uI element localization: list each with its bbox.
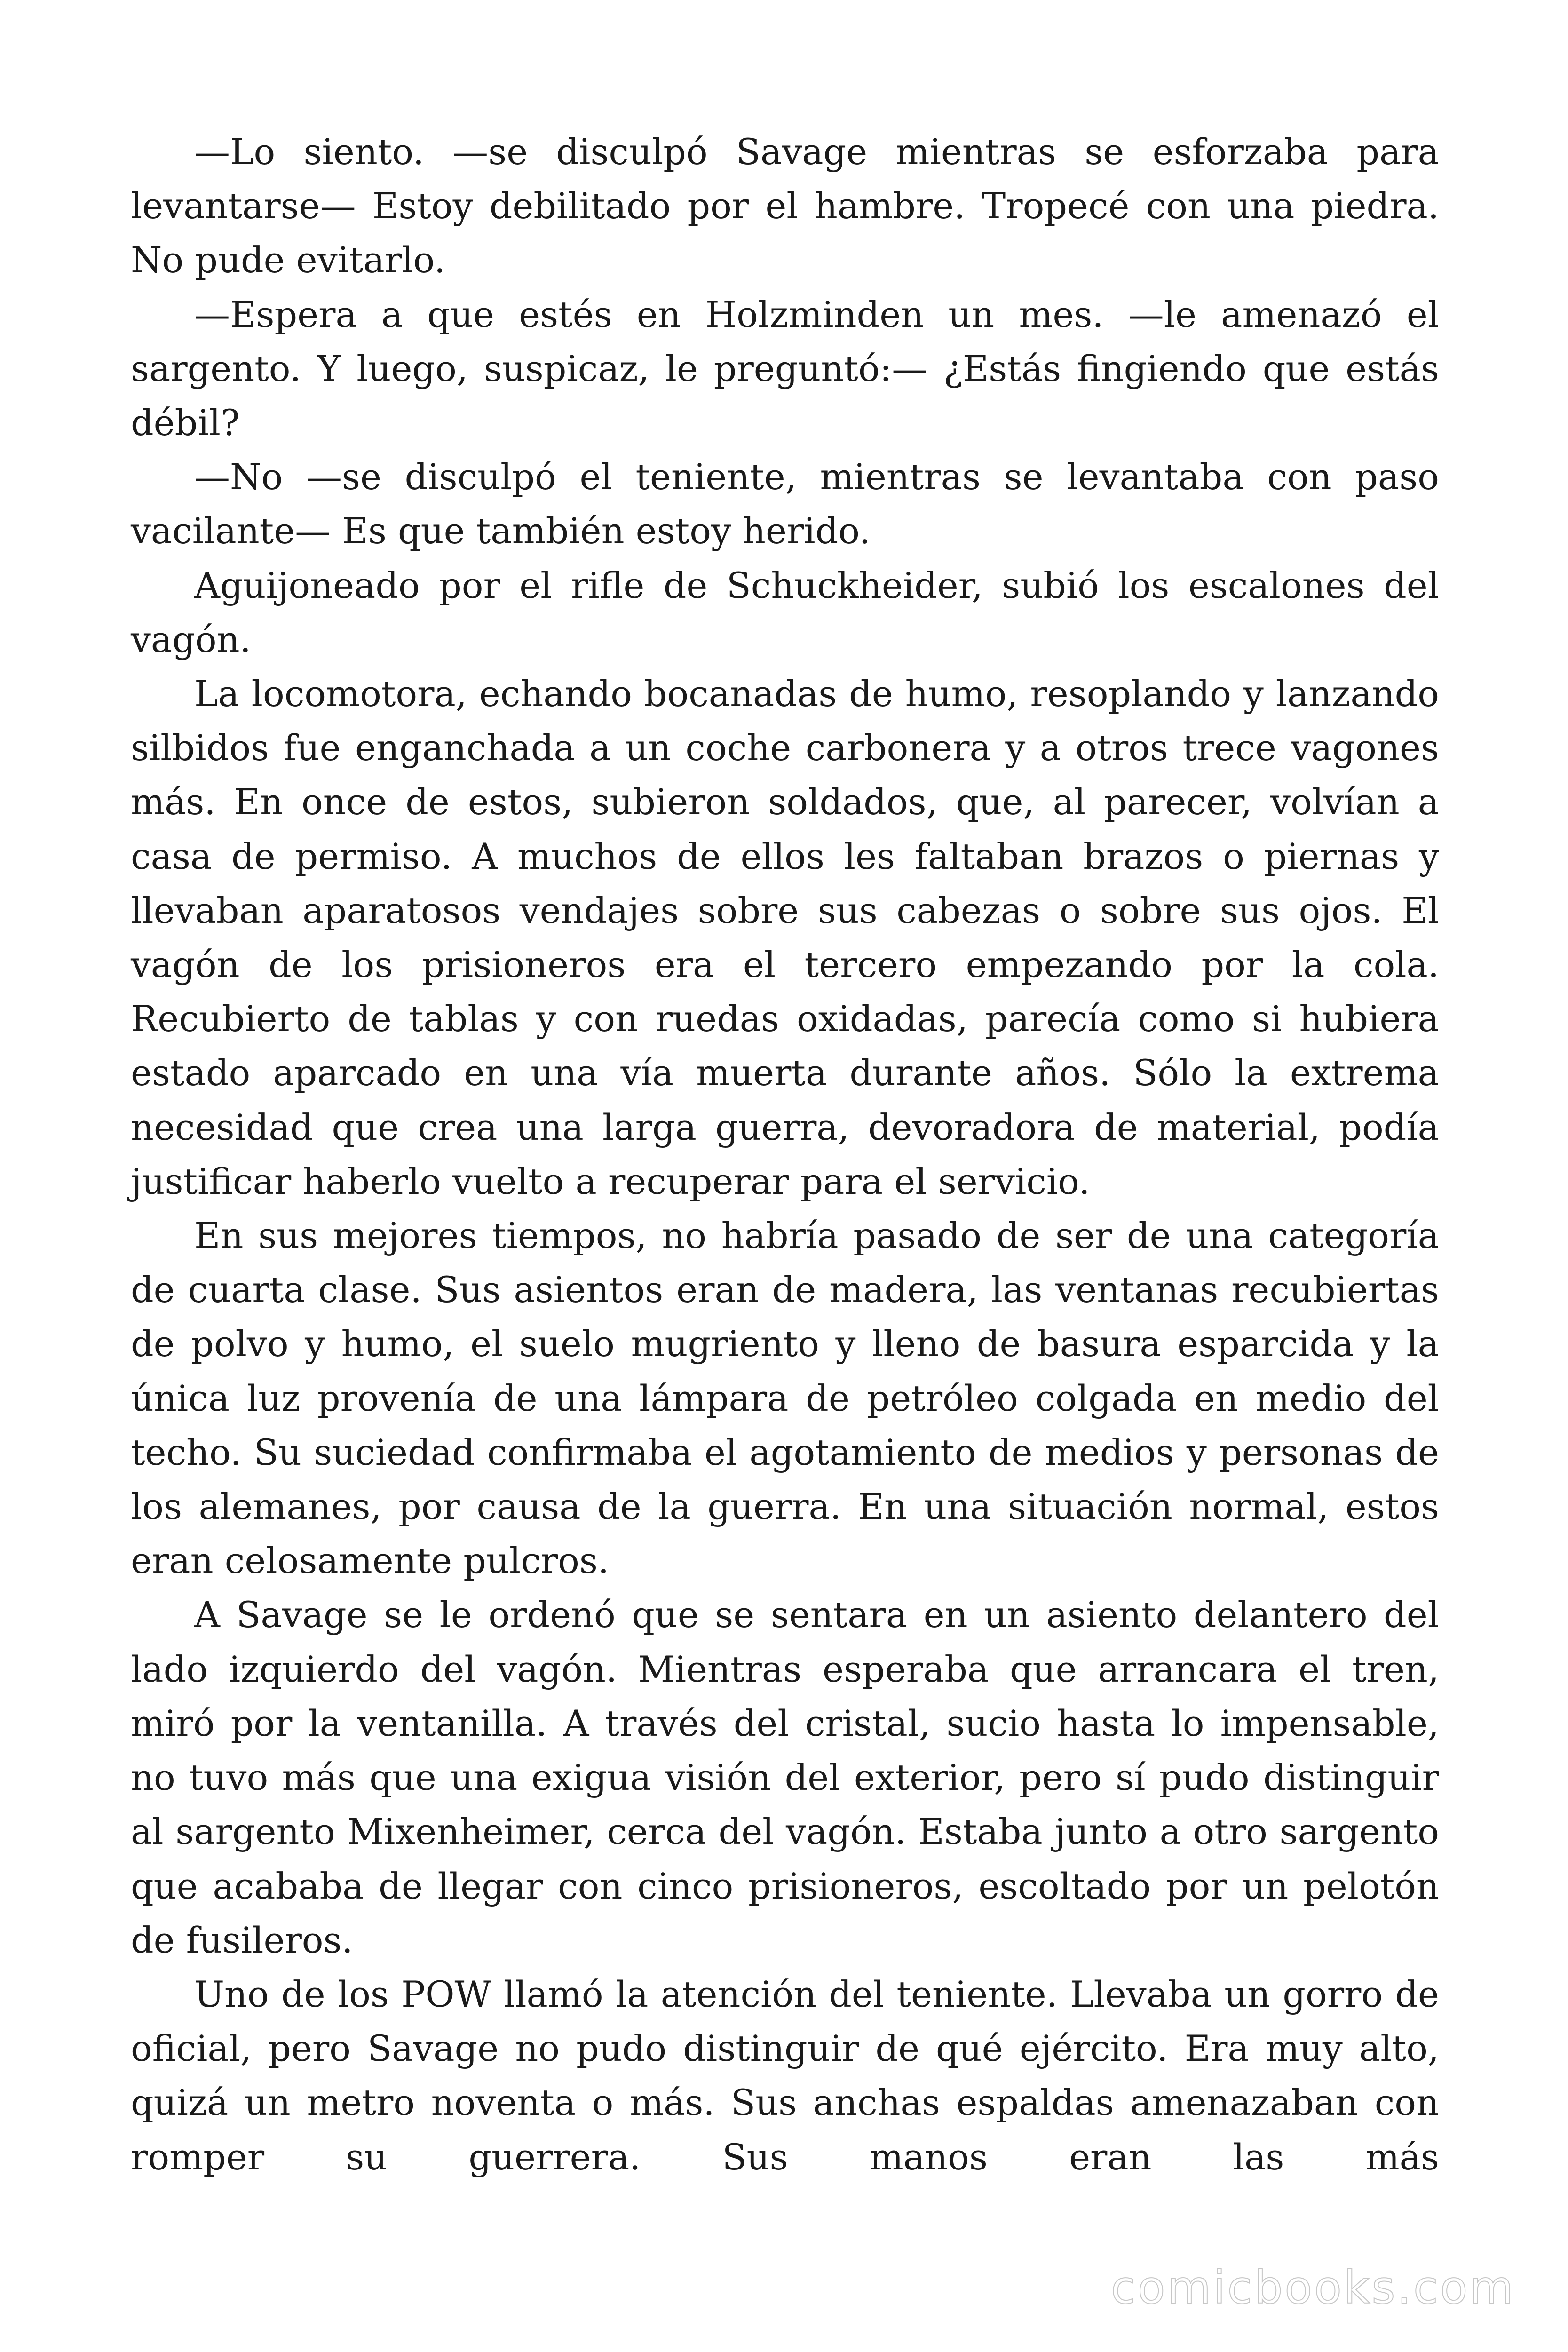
paragraph-3: —No —se disculpó el teniente, mientras se levantaba con paso vacilante— Es que también estoy herido. bbox=[131, 456, 1439, 552]
paragraph-1: —Lo siento. —se disculpó Savage mientras se esforzaba para levantarse— Estoy debilitado por el hambre. Tropecé con una piedra. No pude evitarlo. bbox=[131, 131, 1439, 281]
body-text bbox=[131, 125, 1439, 2184]
paragraph-8: Uno de los POW llamó la atención del teniente. Llevaba un gorro de oficial, pero Savage no pudo distinguir de qué ejército. Era muy alto, quizá un metro noventa o más. Sus anchas espaldas amenazaban con romper su guerrera. Sus manos eran las más bbox=[131, 1973, 1439, 2178]
watermark: comicbooks.com bbox=[1110, 2261, 1515, 2314]
paragraph-4: Aguijoneado por el rifle de Schuckheider, subió los escalones del vagón. bbox=[131, 564, 1439, 660]
paragraph-5: La locomotora, echando bocanadas de humo, resoplando y lanzando silbidos fue enganchada a un coche carbonera y a otros trece vagones más. En once de estos, subieron soldados, que, al parecer, volvían a casa de permiso. A muchos de ellos les faltaban brazos o piernas y llevaban aparatosos vendajes sobre sus cabezas o sobre sus ojos. El vagón de los prisioneros era el tercero empezando por la cola. Recubierto de tablas y con ruedas oxidadas, parecía como si hubiera estado aparcado en una vía muerta durante años. Sólo la extrema necesidad que crea una larga guerra, devoradora de material, podía justificar haberlo vuelto a recuperar para el servicio. bbox=[131, 673, 1439, 1202]
paragraph-2: —Espera a que estés en Holzminden un mes. —le amenazó el sargento. Y luego, suspicaz, le preguntó:— ¿Estás fingiendo que estás débil? bbox=[131, 293, 1439, 444]
paragraph-6: En sus mejores tiempos, no habría pasado de ser de una categoría de cuarta clase. Sus asientos eran de madera, las ventanas recubiertas de polvo y humo, el suelo mugriento y lleno de basura esparcida y la única luz provenía de una lámpara de petróleo colgada en medio del techo. Su suciedad confirmaba el agotamiento de medios y personas de los alemanes, por causa de la guerra. En una situación normal, estos eran celosamente pulcros. bbox=[131, 1215, 1439, 1582]
paragraph-7: A Savage se le ordenó que se sentara en un asiento delantero del lado izquierdo del vagón. Mientras esperaba que arrancara el tren, miró por la ventanilla. A través del cristal, sucio hasta lo impensable, no tuvo más que una exigua visión del exterior, pero sí pudo distinguir al sargento Mixenheimer, cerca del vagón. Estaba junto a otro sargento que acababa de llegar con cinco prisioneros, escoltado por un pelotón de fusileros. bbox=[131, 1594, 1439, 1961]
